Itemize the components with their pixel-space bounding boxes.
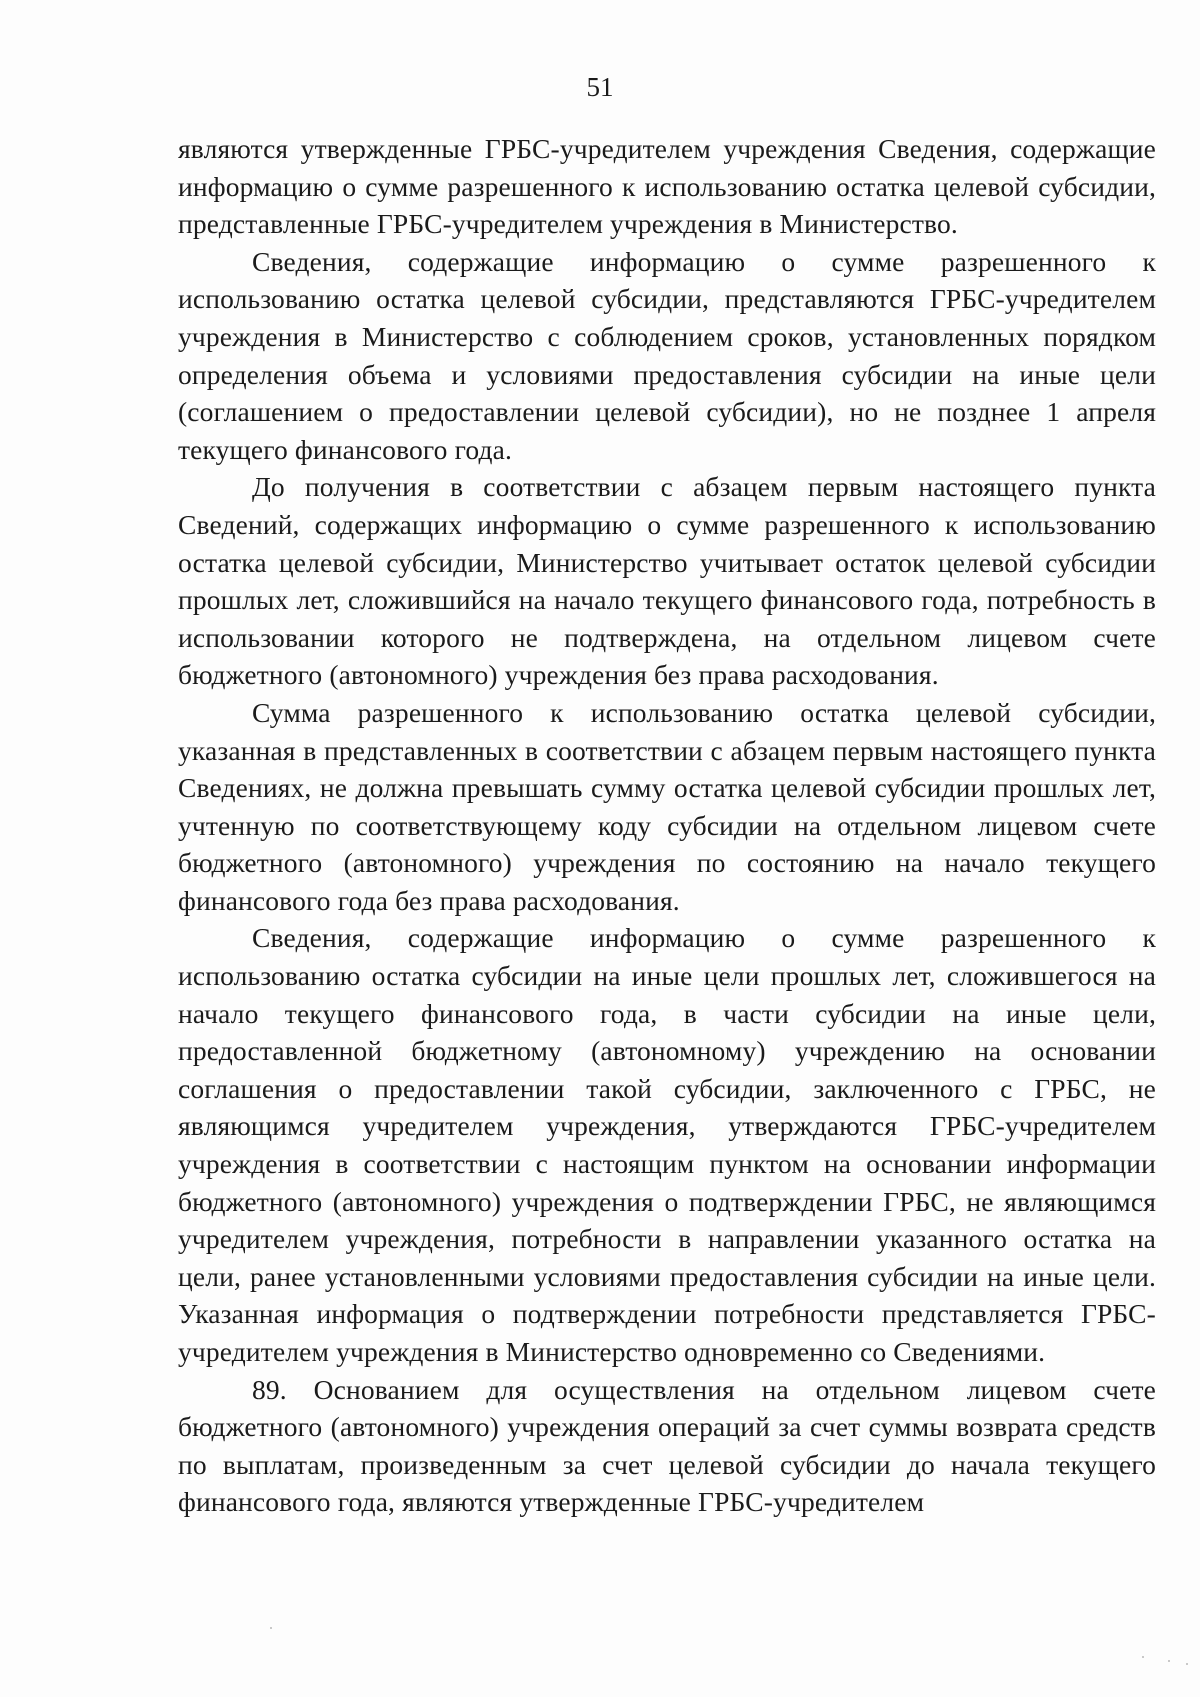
paragraph-item-89: 89. Основанием для осуществления на отдельном лицевом счете бюджетного (автономного) учреждения операций за счет суммы возврата средств по выплатам, произведенным за счет целевой субсидии до начала текущего финансового года, являются утвержденные ГРБС-учредителем — [178, 1373, 1156, 1518]
scan-speck — [270, 1627, 272, 1629]
scan-speck — [1142, 1656, 1144, 1658]
page-number: 51 — [586, 72, 614, 102]
paragraph: Сведения, содержащие информацию о сумме разрешенного к использованию остатка целевой субсидии, представляются ГРБС-учредителем учреждения в Министерство с соблюдением сроков, установленных порядком определения объема и условиями предоставления субсидии на иные цели (соглашением о предоставлении целевой субсидии), но не позднее 1 апреля текущего финансового года. — [178, 245, 1156, 465]
paragraph: Сумма разрешенного к использованию остатка целевой субсидии, указанная в представленных в соответствии с абзацем первым настоящего пункта Сведениях, не должна превышать сумму остатка целевой субсидии прошлых лет, учтенную по соответствующему коду субсидии на отдельном лицевом счете бюджетного (автономного) учреждения по состоянию на начало текущего финансового года без права расходования. — [178, 696, 1156, 916]
paragraph: До получения в соответствии с абзацем первым настоящего пункта Сведений, содержащих информацию о сумме разрешенного к использованию остатка целевой субсидии, Министерство учитывает остаток целевой субсидии прошлых лет, сложившийся на начало текущего финансового года, потребность в использовании которого не подтверждена, на отдельном лицевом счете бюджетного (автономного) учреждения без права расходования. — [178, 471, 1156, 691]
scan-speck — [1168, 1660, 1170, 1662]
scan-speck — [1186, 1663, 1188, 1665]
paragraph-continuation: являются утвержденные ГРБС-учредителем учреждения Сведения, содержащие информацию о сумме разрешенного к использованию остатка целевой субсидии, представленные ГРБС-учредителем учреждения в Министерство. — [178, 133, 1156, 240]
paragraph: Сведения, содержащие информацию о сумме разрешенного к использованию остатка субсидии на иные цели прошлых лет, сложившегося на начало текущего финансового года, в части субсидии на иные цели, предоставленной бюджетному (автономному) учреждению на основании соглашения о предоставлении такой субсидии, заключенного с ГРБС, не являющимся учредителем учреждения, утверждаются ГРБС-учредителем учреждения в соответствии с настоящим пунктом на основании информации бюджетного (автономного) учреждения о подтверждении ГРБС, не являющимся учредителем учреждения, потребности в направлении указанного остатка на цели, ранее установленными условиями предоставления субсидии на иные цели. Указанная информация о подтверждении потребности представляется ГРБС-учредителем учреждения в Министерство одновременно со Сведениями. — [178, 922, 1156, 1367]
document-body — [178, 130, 1156, 1521]
